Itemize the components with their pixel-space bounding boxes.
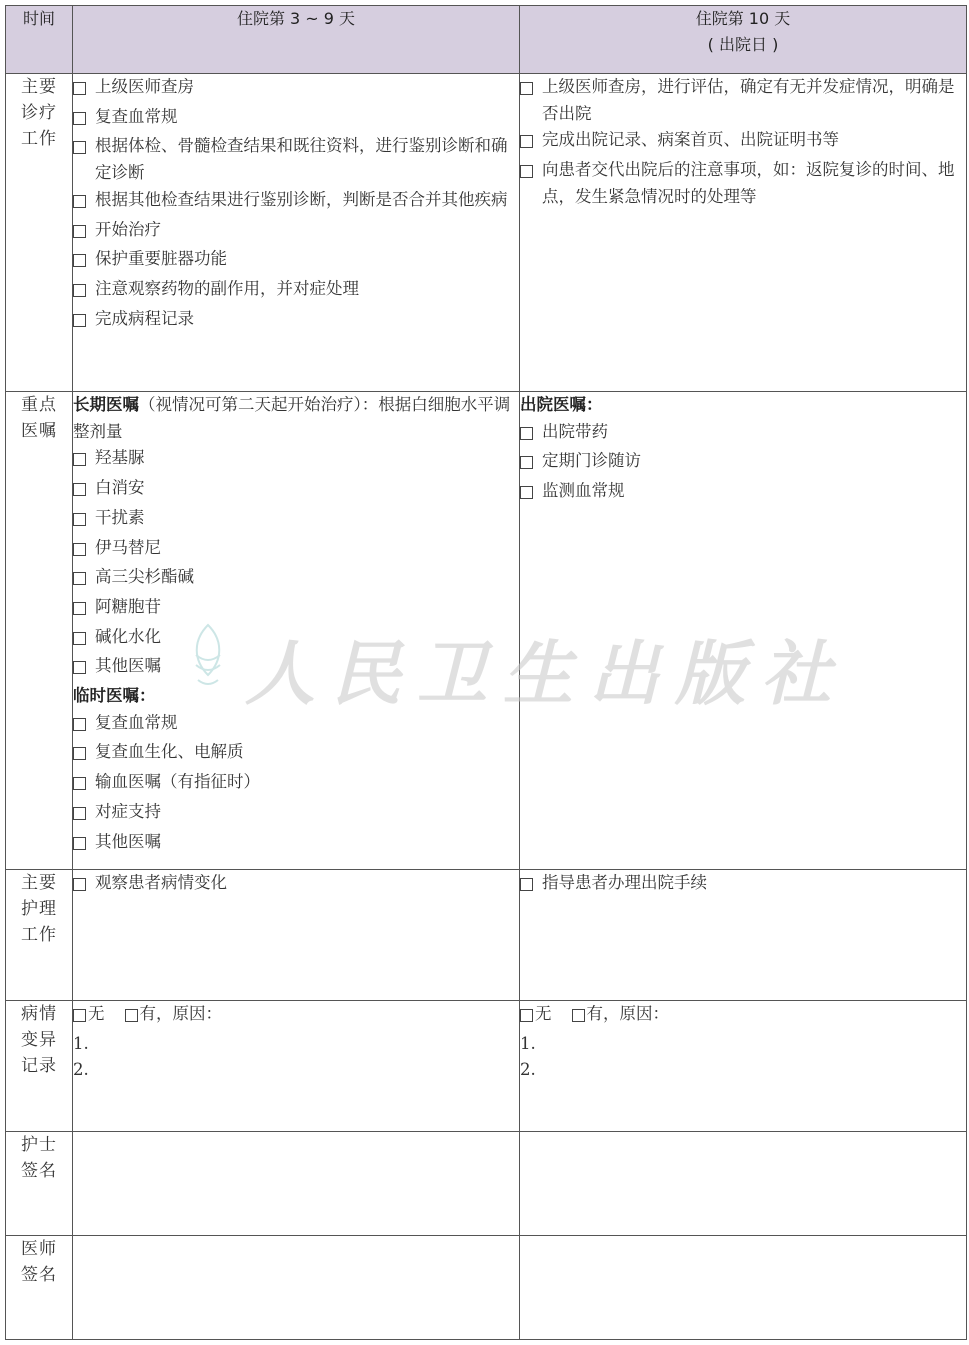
checklist-item[interactable] bbox=[73, 74, 519, 104]
checklist-item[interactable] bbox=[520, 448, 966, 478]
orders-col2 bbox=[520, 392, 967, 870]
checkbox-icon[interactable] bbox=[520, 1001, 535, 1031]
checklist-item[interactable] bbox=[520, 127, 966, 157]
checklist-item[interactable] bbox=[73, 306, 519, 336]
variation-line-2[interactable]: 2. bbox=[73, 1060, 89, 1080]
checklist-item[interactable] bbox=[520, 74, 966, 127]
main-work-col1 bbox=[73, 74, 520, 392]
item-text: 监测血常规 bbox=[542, 481, 625, 501]
item-text: 羟基脲 bbox=[95, 448, 145, 468]
checklist-item[interactable] bbox=[73, 870, 519, 900]
variation-none-option[interactable] bbox=[73, 1001, 105, 1031]
checklist-item[interactable] bbox=[73, 217, 519, 247]
label-line: 主要 bbox=[21, 77, 57, 97]
label-orders bbox=[6, 392, 73, 870]
row-nurse-signature bbox=[6, 1132, 967, 1236]
publisher-watermark: 人民卫生出版社 bbox=[245, 632, 847, 715]
checkbox-icon[interactable] bbox=[73, 594, 95, 624]
checklist-item[interactable] bbox=[73, 710, 519, 740]
item-text: 保护重要脏器功能 bbox=[95, 249, 227, 269]
main-work-col2 bbox=[520, 74, 967, 392]
item-text: 上级医师查房 bbox=[95, 77, 194, 96]
checkbox-icon[interactable] bbox=[73, 799, 95, 829]
option-text: 有，原因： bbox=[139, 1004, 222, 1023]
item-text: 指导患者办理出院手续 bbox=[542, 873, 707, 892]
clinical-pathway-table bbox=[5, 5, 967, 1340]
item-text: 其他医嘱 bbox=[95, 656, 161, 676]
item-text: 注意观察药物的副作用，并对症处理 bbox=[95, 278, 359, 298]
checklist-item[interactable] bbox=[520, 419, 966, 449]
item-text: 白消安 bbox=[95, 478, 145, 498]
label-line: 重点 bbox=[21, 395, 57, 415]
checkbox-icon[interactable] bbox=[73, 306, 95, 336]
checkbox-icon[interactable] bbox=[73, 505, 95, 535]
checklist-item[interactable] bbox=[73, 276, 519, 306]
checkbox-icon[interactable] bbox=[73, 74, 95, 104]
checkbox-icon[interactable] bbox=[73, 217, 95, 247]
checklist-item[interactable] bbox=[73, 653, 519, 683]
label-line: 工作 bbox=[21, 925, 57, 945]
checkbox-icon[interactable] bbox=[73, 829, 95, 859]
item-text: 定期门诊随访 bbox=[542, 451, 641, 471]
row-main-work bbox=[6, 74, 967, 392]
checkbox-icon[interactable] bbox=[572, 1001, 587, 1031]
long-term-orders-note: （视情况可第二天起开始治疗）：根据白细胞水平调整剂量 bbox=[73, 395, 511, 441]
checkbox-icon[interactable] bbox=[125, 1001, 140, 1031]
variation-yes-option[interactable] bbox=[572, 1001, 670, 1031]
checklist-item[interactable] bbox=[73, 535, 519, 565]
checklist-item[interactable] bbox=[73, 445, 519, 475]
item-text: 输血医嘱（有指征时） bbox=[95, 772, 260, 792]
variation-line-1[interactable]: 1. bbox=[520, 1033, 536, 1053]
checklist-item[interactable] bbox=[73, 594, 519, 624]
item-text: 开始治疗 bbox=[95, 219, 161, 239]
nurse-signature-field-1[interactable] bbox=[73, 1132, 520, 1236]
checklist-item[interactable] bbox=[73, 739, 519, 769]
checklist-item[interactable] bbox=[73, 799, 519, 829]
checklist-item[interactable] bbox=[520, 157, 966, 210]
checklist-item[interactable] bbox=[520, 870, 966, 900]
variation-options bbox=[73, 1001, 519, 1031]
checklist-item[interactable] bbox=[73, 475, 519, 505]
item-text: 碱化水化 bbox=[95, 626, 161, 646]
checkbox-icon[interactable] bbox=[520, 157, 542, 210]
checkbox-icon[interactable] bbox=[73, 564, 95, 594]
label-line: 签名 bbox=[21, 1265, 57, 1285]
label-main-work bbox=[6, 74, 73, 392]
checkbox-icon[interactable] bbox=[73, 769, 95, 799]
checklist-item[interactable] bbox=[73, 564, 519, 594]
row-variation bbox=[6, 1001, 967, 1132]
item-text: 复查血生化、电解质 bbox=[95, 742, 244, 762]
checkbox-icon[interactable] bbox=[73, 445, 95, 475]
item-text: 高三尖杉酯碱 bbox=[95, 567, 194, 587]
checkbox-icon[interactable] bbox=[73, 475, 95, 505]
variation-col1 bbox=[73, 1001, 520, 1132]
doctor-signature-field-1[interactable] bbox=[73, 1236, 520, 1340]
item-text: 干扰素 bbox=[95, 507, 145, 527]
header-discharge-day: ( 出院日 ) bbox=[707, 35, 779, 54]
checklist-item[interactable] bbox=[73, 624, 519, 654]
checklist-item[interactable] bbox=[73, 829, 519, 859]
row-nursing bbox=[6, 870, 967, 1001]
temporary-orders-title: 临时医嘱： bbox=[73, 686, 156, 706]
item-text: 完成出院记录、病案首页、出院证明书等 bbox=[542, 130, 839, 150]
checklist-item[interactable] bbox=[73, 104, 519, 134]
item-text: 对症支持 bbox=[95, 801, 161, 821]
checklist-item[interactable] bbox=[73, 505, 519, 535]
label-doctor-signature bbox=[6, 1236, 73, 1340]
option-text: 无 bbox=[88, 1004, 105, 1023]
item-text: 阿糖胞苷 bbox=[95, 596, 161, 616]
nurse-signature-field-2[interactable] bbox=[520, 1132, 967, 1236]
checkbox-icon[interactable] bbox=[73, 870, 95, 900]
item-text: 上级医师查房，进行评估，确定有无并发症情况，明确是否出院 bbox=[542, 77, 955, 123]
long-term-orders-title: 长期医嘱 bbox=[73, 395, 139, 414]
row-orders bbox=[6, 392, 967, 870]
nursing-col1 bbox=[73, 870, 520, 1001]
item-text: 根据体检、骨髓检查结果和既往资料，进行鉴别诊断和确定诊断 bbox=[95, 136, 508, 183]
header-day-3-9: 住院第 3 ~ 9 天 bbox=[73, 6, 520, 74]
checkbox-icon[interactable] bbox=[73, 133, 95, 186]
row-doctor-signature bbox=[6, 1236, 967, 1340]
checkbox-icon[interactable] bbox=[73, 535, 95, 565]
label-line: 变异 bbox=[21, 1030, 57, 1050]
item-text: 根据其他检查结果进行鉴别诊断，判断是否合并其他疾病 bbox=[95, 189, 508, 209]
orders-col1 bbox=[73, 392, 520, 870]
header-day-10 bbox=[520, 6, 967, 74]
checkbox-icon[interactable] bbox=[73, 653, 95, 683]
checkbox-icon[interactable] bbox=[520, 74, 542, 127]
checklist-item[interactable] bbox=[73, 133, 519, 186]
label-line: 护理 bbox=[21, 899, 57, 919]
header-day-10-title: 住院第 10 天 bbox=[695, 9, 791, 28]
checkbox-icon[interactable] bbox=[520, 478, 542, 508]
checkbox-icon[interactable] bbox=[73, 104, 95, 134]
item-text: 伊马替尼 bbox=[95, 537, 161, 557]
variation-col2 bbox=[520, 1001, 967, 1132]
long-term-orders-heading bbox=[73, 392, 519, 445]
label-nurse-signature bbox=[6, 1132, 73, 1236]
checkbox-icon[interactable] bbox=[520, 448, 542, 478]
doctor-signature-field-2[interactable] bbox=[520, 1236, 967, 1340]
label-line: 医师 bbox=[21, 1239, 57, 1259]
header-time: 时间 bbox=[6, 6, 73, 74]
variation-line-2[interactable]: 2. bbox=[520, 1060, 536, 1080]
item-text: 观察患者病情变化 bbox=[95, 873, 227, 892]
discharge-orders-title: 出院医嘱： bbox=[520, 395, 603, 414]
label-line: 护士 bbox=[21, 1135, 57, 1155]
checklist-item[interactable] bbox=[73, 187, 519, 217]
variation-line-1[interactable]: 1. bbox=[73, 1033, 89, 1053]
checklist-item[interactable] bbox=[520, 478, 966, 508]
option-text: 无 bbox=[535, 1004, 552, 1023]
label-line: 主要 bbox=[21, 873, 57, 893]
label-line: 病情 bbox=[21, 1004, 57, 1024]
checklist-item[interactable] bbox=[73, 769, 519, 799]
option-text: 有，原因： bbox=[586, 1004, 669, 1023]
checkbox-icon[interactable] bbox=[520, 127, 542, 157]
checkbox-icon[interactable] bbox=[73, 276, 95, 306]
item-text: 其他医嘱 bbox=[95, 831, 161, 851]
checkbox-icon[interactable] bbox=[520, 419, 542, 449]
item-text: 向患者交代出院后的注意事项，如：返院复诊的时间、地点，发生紧急情况时的处理等 bbox=[542, 160, 955, 206]
item-text: 复查血常规 bbox=[95, 712, 178, 732]
header-row bbox=[6, 6, 967, 74]
variation-none-option[interactable] bbox=[520, 1001, 552, 1031]
item-text: 完成病程记录 bbox=[95, 308, 194, 328]
variation-yes-option[interactable] bbox=[125, 1001, 223, 1031]
checkbox-icon[interactable] bbox=[520, 870, 542, 900]
checkbox-icon[interactable] bbox=[73, 710, 95, 740]
checkbox-icon[interactable] bbox=[73, 246, 95, 276]
item-text: 出院带药 bbox=[542, 421, 608, 441]
label-nursing bbox=[6, 870, 73, 1001]
nursing-col2 bbox=[520, 870, 967, 1001]
label-line: 医嘱 bbox=[21, 421, 57, 441]
label-line: 签名 bbox=[21, 1161, 57, 1181]
variation-options bbox=[520, 1001, 966, 1031]
label-line: 工作 bbox=[21, 129, 57, 149]
item-text: 复查血常规 bbox=[95, 106, 178, 126]
label-variation bbox=[6, 1001, 73, 1132]
checklist-item[interactable] bbox=[73, 246, 519, 276]
label-line: 记录 bbox=[21, 1056, 57, 1076]
checkbox-icon[interactable] bbox=[73, 187, 95, 217]
checkbox-icon[interactable] bbox=[73, 624, 95, 654]
label-line: 诊疗 bbox=[21, 103, 57, 123]
checkbox-icon[interactable] bbox=[73, 739, 95, 769]
checkbox-icon[interactable] bbox=[73, 1001, 88, 1031]
